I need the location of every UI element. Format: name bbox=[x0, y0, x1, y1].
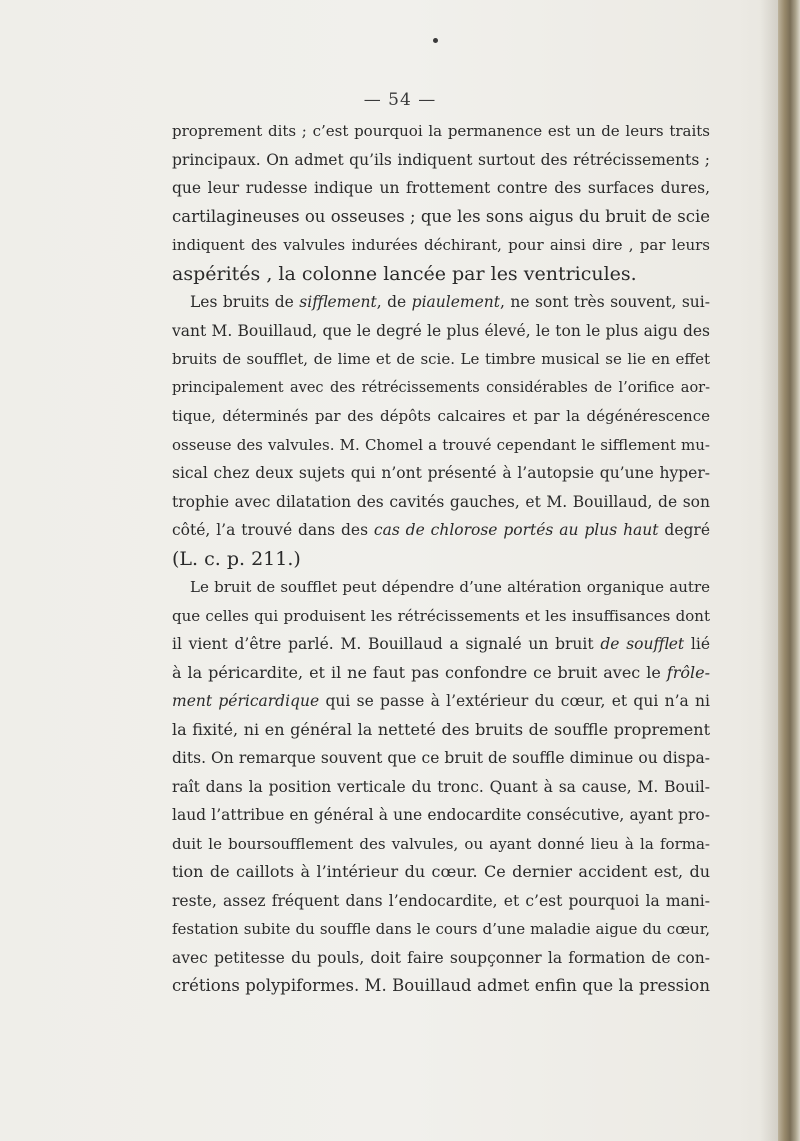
italic-term: frôle- bbox=[666, 662, 710, 682]
text-line: indiquent des valvules indurées déchirant, pour ainsi dire , par leurs bbox=[172, 236, 710, 254]
text-line: tion de caillots à l’intérieur du cœur. Ce dernier accident est, du bbox=[172, 862, 710, 881]
italic-term: de soufflet bbox=[600, 635, 685, 653]
text-line: la fixité, ni en général la netteté des bruits de souffle proprement bbox=[172, 719, 710, 739]
text-line: duit le boursoufflement des valvules, ou ayant donné lieu à la forma- bbox=[172, 834, 710, 853]
text-line: principalement avec des rétrécissements considérables de l’orifice aor- bbox=[172, 379, 710, 396]
italic-term: cas de chlorose portés au plus haut bbox=[373, 521, 659, 539]
text-line: que leur rudesse indique un frottement contre des surfaces dures, bbox=[172, 179, 710, 197]
text-line: dits. On remarque souvent que ce bruit de souffle diminue ou dispa- bbox=[172, 749, 710, 767]
italic-term: sifflement bbox=[299, 293, 377, 311]
text-line: aspérités , la colonne lancée par les ventricules. bbox=[172, 262, 637, 285]
text-line: osseuse des valvules. M. Chomel a trouvé cependant le sifflement mu- bbox=[172, 435, 710, 454]
body-text bbox=[172, 117, 710, 1001]
text-line: bruits de soufflet, de lime et de scie. Le timbre musical se lie en effet bbox=[172, 350, 710, 368]
text-line: reste, assez fréquent dans l’endocardite, et c’est pourquoi la mani- bbox=[172, 891, 710, 910]
text-line: Les bruits de sifflement, de piaulement, ne sont très souvent, sui- bbox=[190, 293, 710, 311]
page-number: — 54 — bbox=[363, 90, 437, 110]
text-line: côté, l’a trouvé dans des cas de chlorose portés au plus haut degré bbox=[172, 521, 710, 539]
text-line: festation subite du souffle dans le cours d’une maladie aigue du cœur, bbox=[172, 920, 710, 938]
text-line: principaux. On admet qu’ils indiquent surtout des rétrécissements ; bbox=[172, 150, 710, 169]
text-line: tique, déterminés par des dépôts calcaires et par la dégénérescence bbox=[172, 407, 710, 425]
text-line: que celles qui produisent les rétrécissements et les insuffisances dont bbox=[172, 606, 710, 625]
text-line: vant M. Bouillaud, que le degré le plus élevé, le ton le plus aigu des bbox=[172, 321, 710, 340]
text-line: il vient d’être parlé. M. Bouillaud a signalé un bruit de soufflet lié bbox=[172, 635, 710, 653]
italic-term: ment péricardique bbox=[172, 692, 320, 710]
italic-term: piaulement bbox=[411, 293, 500, 311]
text-line: avec petitesse du pouls, doit faire soupçonner la formation de con- bbox=[172, 948, 710, 967]
text-line: cartilagineuses ou osseuses ; que les sons aigus du bruit de scie bbox=[172, 206, 710, 226]
text-line: sical chez deux sujets qui n’ont présenté à l’autopsie qu’une hyper- bbox=[172, 464, 710, 482]
text-line: Le bruit de soufflet peut dépendre d’une altération organique autre bbox=[190, 578, 710, 596]
text-line: trophie avec dilatation des cavités gauches, et M. Bouillaud, de son bbox=[172, 492, 710, 511]
text-line: laud l’attribue en général à une endocardite consécutive, ayant pro- bbox=[172, 806, 710, 824]
text-line: crétions polypiformes. M. Bouillaud admet enfin que la pression bbox=[172, 976, 710, 995]
text-line: proprement dits ; c’est pourquoi la permanence est un de leurs traits bbox=[172, 122, 710, 140]
text-line: (L. c. p. 211.) bbox=[172, 547, 301, 570]
ink-dot bbox=[433, 38, 438, 43]
text-line: ment péricardique qui se passe à l’extérieur du cœur, et qui n’a ni bbox=[172, 692, 710, 710]
text-line: raît dans la position verticale du tronc. Quant à sa cause, M. Bouil- bbox=[172, 777, 710, 796]
binding-shadow bbox=[760, 0, 778, 1141]
binding-edge bbox=[778, 0, 800, 1141]
text-line: à la péricardite, et il ne faut pas confondre ce bruit avec le frôle- bbox=[172, 662, 710, 682]
